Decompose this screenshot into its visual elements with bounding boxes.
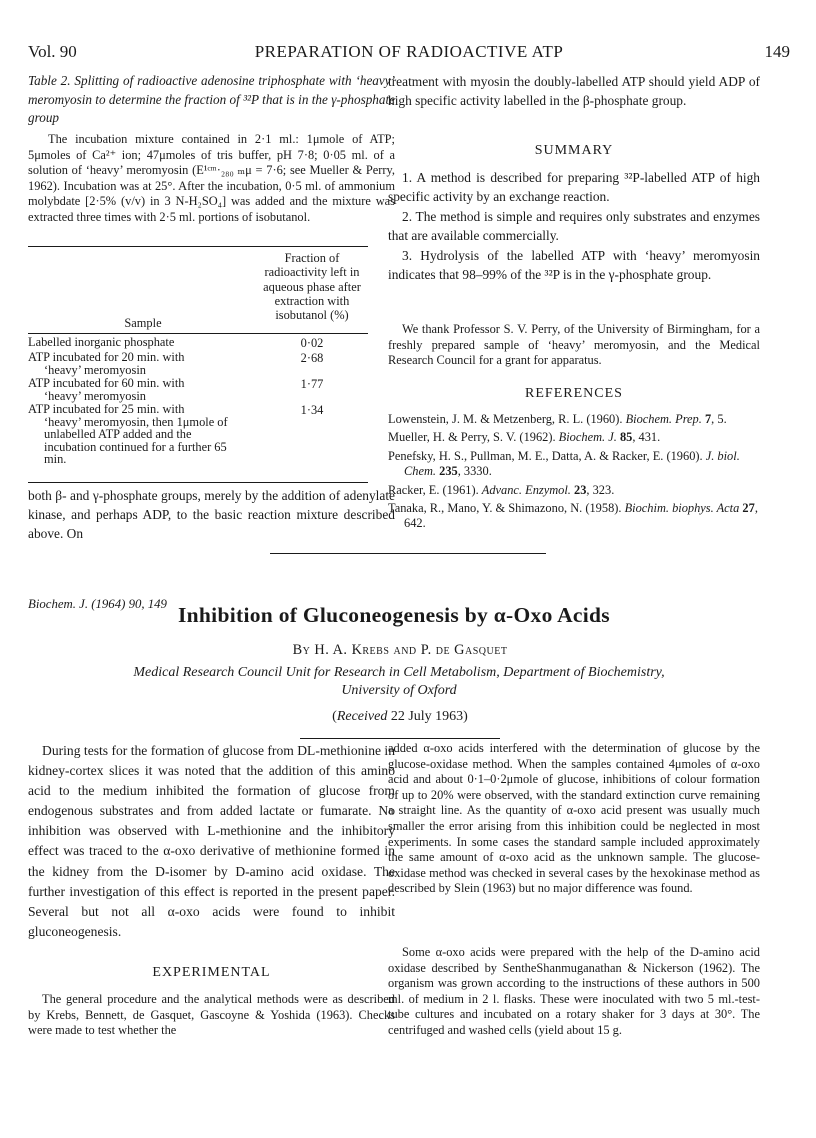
- sample-column-header: Sample: [124, 316, 162, 330]
- received-date: (Received 22 July 1963): [332, 709, 468, 724]
- experimental-heading: EXPERIMENTAL: [152, 965, 271, 980]
- table-row: [28, 377, 256, 402]
- summary-item: 3. Hydrolysis of the labelled ATP with ‘heavy’ meromyosin indicates that 98–99% of the ³²P is in the γ-phosphate group.: [388, 248, 760, 282]
- table-row: [28, 351, 256, 376]
- reference-item: Penefsky, H. S., Pullman, M. E., Datta, A. & Racker, E. (1960). J. biol. Chem. 235, 3330.: [388, 448, 740, 479]
- row-value: 0·02: [300, 336, 324, 350]
- running-title: PREPARATION OF RADIOACTIVE ATP: [254, 42, 564, 61]
- row-sample: ATP incubated for 60 min. with: [28, 376, 185, 390]
- abstract-rule: [300, 738, 500, 739]
- reference-item: Racker, E. (1961). Advanc. Enzymol. 23, 323.: [388, 482, 615, 497]
- article-authors: By H. A. Krebs and P. de Gasquet: [292, 642, 508, 658]
- article-separator: [270, 553, 546, 554]
- volume-label: Vol. 90: [28, 42, 77, 61]
- running-header: [28, 42, 790, 66]
- right-column-text: treatment with myosin the doubly-labelled ATP should yield ADP of high specific activity labelled in the β-phosphate group.: [388, 74, 760, 108]
- right-column-paragraph-2: Some α-oxo acids were prepared with the help of the D-amino acid oxidase described by SentheShanmuganathan & Nickerson (1962). The organism was grown according to the instructions of these authors in 500 ml. of medium in 2 l. flasks. These were inoculated with two 5 ml.-test-tube cultures and incubated on a rotary shaker for 3 days at 30°. The centrifuged and washed cells (yield about 15 g.: [388, 945, 760, 1037]
- row-value: 1·77: [300, 377, 324, 391]
- table-caption: Table 2. Splitting of radioactive adenosine triphosphate with ‘heavy’ meromyosin to determine the fraction of ³²P that is in the γ-phosphate group: [28, 73, 395, 125]
- row-value: 2·68: [300, 351, 324, 365]
- article-title: Inhibition of Gluconeogenesis by α-Oxo Acids: [178, 603, 610, 627]
- summary-list: [388, 169, 760, 287]
- summary-item: 2. The method is simple and requires only substrates and enzymes that are available commercially.: [388, 209, 760, 243]
- row-sample-continued: ‘heavy’ meromyosin: [44, 388, 146, 403]
- table-top-rule: [28, 246, 368, 247]
- table-header-rule: [28, 333, 368, 334]
- row-value: 1·34: [300, 403, 324, 417]
- reference-item: Mueller, H. & Perry, S. V. (1962). Biochem. J. 85, 431.: [388, 430, 661, 445]
- affiliation: Medical Research Council Unit for Research in Cell Metabolism, Department of Biochemistry, University of Oxford: [133, 665, 665, 698]
- reference-item: Lowenstein, J. M. & Metzenberg, R. L. (1960). Biochem. Prep. 7, 5.: [388, 412, 727, 426]
- table-bottom-rule: [28, 482, 368, 483]
- row-sample: ATP incubated for 25 min. with: [28, 402, 185, 416]
- row-sample: Labelled inorganic phosphate: [28, 335, 175, 349]
- table-row: [28, 403, 228, 466]
- acknowledgement: We thank Professor S. V. Perry, of the University of Birmingham, for a freshly prepared sample of ‘heavy’ meromyosin, and the Medical Research Council for a grant for apparatus.: [388, 322, 760, 368]
- references-heading: REFERENCES: [525, 386, 623, 401]
- left-column-text: both β- and γ-phosphate groups, merely by the addition of adenylate kinase, and perhaps ADP, to the basic reaction mixture described above. On: [28, 488, 395, 541]
- summary-item: 1. A method is described for preparing ³²P-labelled ATP of high specific activity by an exchange reaction.: [388, 170, 760, 204]
- journal-citation: Biochem. J. (1964) 90, 149: [28, 597, 167, 611]
- table-note: The incubation mixture contained in 2·1 ml.: 1μmole of ATP; 5μmoles of Ca²⁺ ion; 47μmoles of tris buffer, pH 7·8; 0·05 ml. of a solution of ‘heavy’ meromyosin (E¹ᶜᵐ·₂₈₀ ₘμ = 7·6; see Mueller & Perry, 1962). Incubation was at 25°. After the incubation, 0·5 ml. of ammonium molybdate [2·5% (v/v) in 3 N-H₂SO₄] was added and the mixture was extracted three times with 2·5 ml. portions of isobutanol.: [28, 132, 395, 224]
- introduction: During tests for the formation of glucose from DL-methionine in kidney-cortex slices it was noted that the addition of this amino acid to the medium inhibited the formation of glucose from endogenous substrates and from added lactate or fumarate. No inhibition was observed with L-methionine and the inhibitory effect was traced to the α-oxo derivative of methionine formed in the kidney from the D-isomer by D-amino acid oxidase. The further investigation of this effect is reported in the present paper. Several but not all α-oxo acids were found to inhibit gluconeogenesis.: [28, 743, 395, 939]
- table-row: [28, 336, 256, 349]
- row-sample: ATP incubated for 20 min. with: [28, 350, 185, 364]
- experimental-text: The general procedure and the analytical methods were as described by Krebs, Bennett, de Gasquet, Gascoyne & Yoshida (1963). Checks were made to test whether the: [28, 992, 395, 1038]
- reference-list: [388, 412, 760, 535]
- right-column-paragraph-1: added α-oxo acids interfered with the determination of glucose by the glucose-oxidase method. When the samples contained 4μmoles of α-oxo acid and about 0·1–0·2μmole of glucose, inhibitions of colour formation of up to 20% were observed, with the standard extinction curve remaining a straight line. As the quantity of α-oxo acid present was usually much smaller the error arising from this inhibition could be neglected in most experiments. In some cases the standard sample included approximately the same amount of α-oxo acid as the unknown sample. The glucose-oxidase method was checked in several cases by the hexokinase method as described by Slein (1963) but no major difference was found.: [388, 741, 760, 896]
- page-number: 149: [764, 42, 790, 61]
- fraction-column-header: Fraction of radioactivity left in aqueous phase after extraction with isobutanol (%): [263, 251, 361, 323]
- summary-heading: SUMMARY: [534, 143, 614, 158]
- row-sample-continued: ‘heavy’ meromyosin, then 1μmole of unlabelled ATP added and the incubation continued for a further 65 min.: [44, 414, 228, 467]
- row-sample-continued: ‘heavy’ meromyosin: [44, 362, 146, 377]
- reference-item: Tanaka, R., Mano, Y. & Shimazono, N. (1958). Biochim. biophys. Acta 27, 642.: [388, 501, 758, 531]
